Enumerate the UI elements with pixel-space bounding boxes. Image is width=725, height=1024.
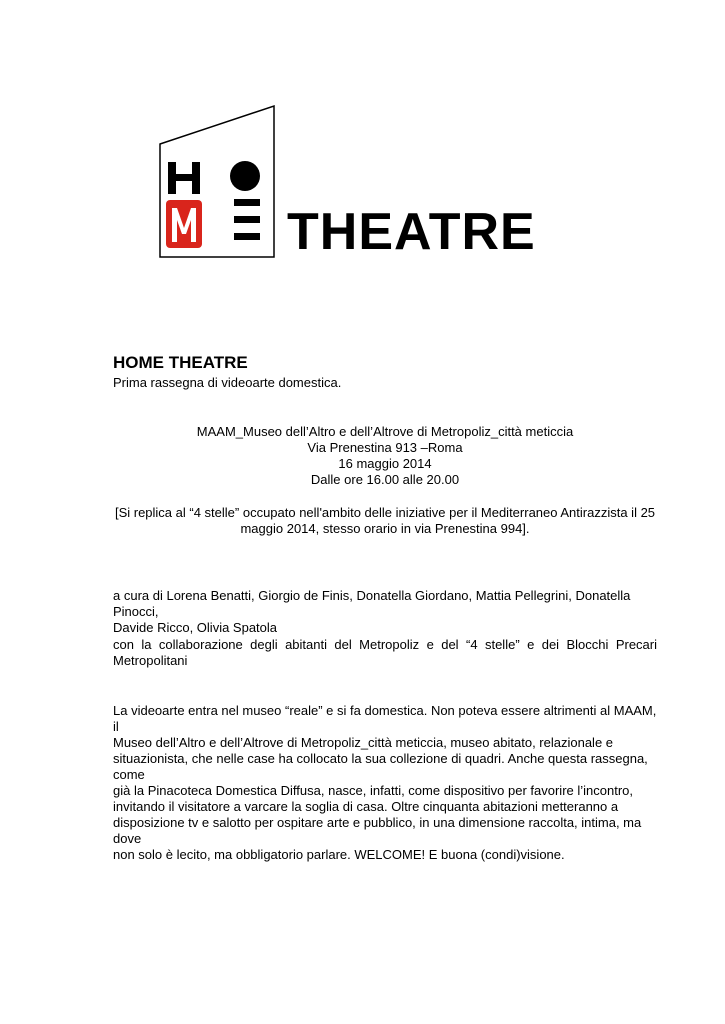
venue-name: MAAM_Museo dell’Altro e dell’Altrove di Metropoliz_città meticcia: [196, 424, 574, 439]
curators-line: Davide Ricco, Olivia Spatola: [113, 620, 278, 635]
description-paragraph: [113, 703, 657, 863]
replica-note: [113, 505, 657, 537]
description-line: Museo dell’Altro e dell’Altrove di Metropoliz_città meticcia, museo abitato, relazionale e: [113, 735, 614, 750]
venue-date: 16 maggio 2014: [338, 456, 432, 471]
description-line: disposizione tv e salotto per ospitare arte e pubblico, in una dimensione raccolta, intima, ma dove: [113, 815, 642, 846]
description-line: La videoarte entra nel museo “reale” e si fa domestica. Non poteva essere altrimenti al MAAM, il: [113, 703, 657, 734]
replica-line: maggio 2014, stesso orario in via Prenestina 994].: [240, 521, 530, 536]
collaboration-line: Metropolitani: [113, 653, 188, 668]
description-line: non solo è lecito, ma obbligatorio parlare. WELCOME! E buona (condi)visione.: [113, 847, 565, 862]
home-theatre-logo: [158, 104, 288, 262]
description-line: invitando il visitatore a varcare la soglia di casa. Oltre cinquanta abitazioni metteranno a: [113, 799, 619, 814]
dot-circle: [230, 161, 260, 191]
curators-line: a cura di Lorena Benatti, Giorgio de Finis, Donatella Giordano, Mattia Pellegrini, Donatella Pinocci,: [113, 588, 631, 619]
venue-block: [113, 424, 657, 488]
collaboration-line: con la collaborazione degli abitanti del Metropoliz e del “4 stelle” e dei Blocchi Precari: [113, 637, 657, 652]
letter-m-mark: [166, 200, 202, 248]
page-title: HOME THEATRE: [113, 353, 248, 372]
logo-wordmark: THEATRE: [287, 203, 536, 261]
replica-line: [Si replica al “4 stelle” occupato nell'ambito delle iniziative per il Mediterraneo Antirazzista il 25: [114, 505, 656, 520]
description-line: già la Pinacoteca Domestica Diffusa, nasce, infatti, come dispositivo per favorire l’incontro,: [113, 783, 634, 798]
page-subtitle: Prima rassegna di videoarte domestica.: [113, 375, 342, 390]
e-bars-mark: [234, 199, 260, 240]
description-line: situazionista, che nelle case ha collocato la sua collezione di quadri. Anche questa rassegna, come: [113, 751, 648, 782]
collaboration-paragraph: [113, 637, 657, 669]
curators-paragraph: [113, 588, 657, 636]
letter-h-mark: [168, 162, 200, 194]
venue-hours: Dalle ore 16.00 alle 20.00: [310, 472, 460, 487]
venue-address: Via Prenestina 913 –Roma: [307, 440, 463, 455]
